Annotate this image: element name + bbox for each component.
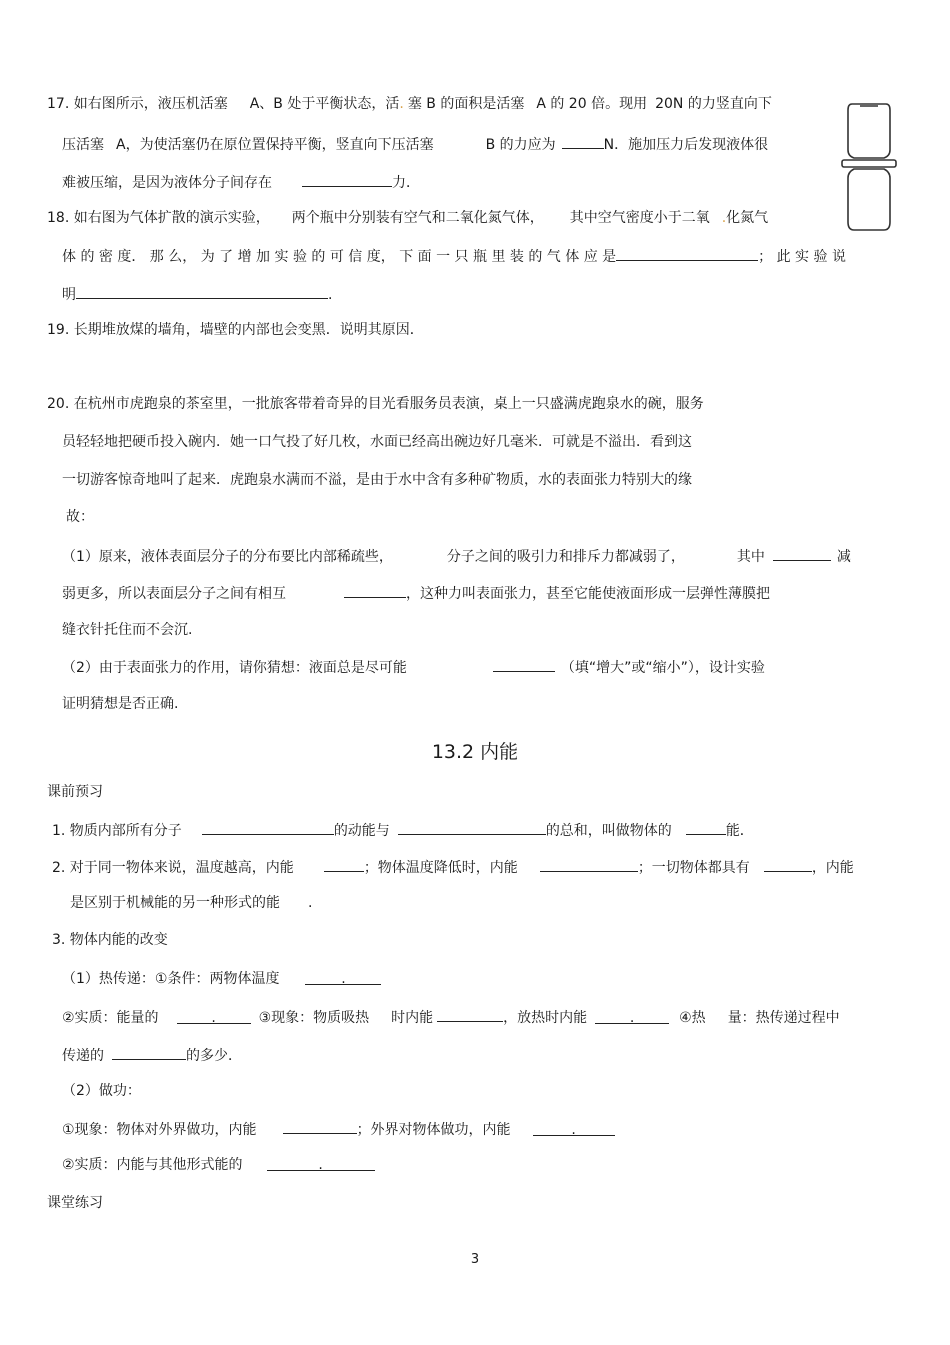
q20-line-1: 20. 在杭州市虎跑泉的茶室里，一批旅客带着奇异的目光看服务员表演，桌上一只盛满虎跑泉水的碗，服务 — [47, 396, 704, 412]
pre2-answer-blank-all-objects[interactable] — [764, 856, 812, 872]
q18-line-3: 明 . — [62, 283, 332, 305]
pre-item-1: 1. 物质内部所有分子 的动能与 的总和，叫做物体的 能． — [52, 819, 754, 841]
practice-heading: 课堂练习 — [47, 1195, 103, 1211]
q20-line-2: 员轻轻地把硬币投入碗内．她一口气投了好几枚，水面已经高出碗边好几毫米．可就是不溢出．看到这 — [62, 434, 692, 450]
q17-line-2: 压活塞 A，为使活塞仍在原位置保持平衡，竖直向下压活塞 B 的力应为 N．施加压力后发现液体很 — [62, 133, 768, 155]
pre-heat-transfer-2: ②实质：能量的 . ③现象：物质吸热 时内能 ，放热时内能 . ④热 量：热传递过程中 — [62, 1006, 840, 1028]
q17-line-3: 难被压缩，是因为液体分子间存在 力． — [62, 171, 420, 193]
pre-heat-transfer-1: （1）热传递：①条件：两物体温度 . — [62, 969, 381, 989]
pre3-answer-blank-temperature[interactable]: . — [305, 969, 381, 985]
preview-heading: 课前预习 — [47, 784, 103, 800]
q18-line-1: 18. 如右图为气体扩散的演示实验， 两个瓶中分别装有空气和二氧化氮气体， 其中空气密度小于二氧 .化氮气 — [47, 210, 769, 226]
q17-line-1: 17. 如右图所示，液压机活塞 A、B 处于平衡状态，活. 塞 B 的面积是活塞 A 的 20 倍。现用 20N 的力竖直向下 — [47, 96, 772, 112]
pre-item-2-cont: 是区别于机械能的另一种形式的能 . — [70, 895, 313, 911]
pre1-answer-blank-energy[interactable] — [686, 819, 726, 835]
q17-answer-blank-molecular-force[interactable] — [302, 171, 392, 187]
section-title: 13.2 内能 — [431, 741, 519, 763]
pre3-answer-blank-absorb[interactable] — [437, 1006, 503, 1022]
pre-item-2: 2. 对于同一物体来说，温度越高，内能 ；物体温度降低时，内能 ；一切物体都具有 ，内能 — [52, 856, 854, 878]
pre3-answer-blank-work-in[interactable]: . — [533, 1120, 615, 1136]
q20-part1-line-3: 缝衣针托住而不会沉. — [62, 622, 193, 638]
pre3-answer-blank-release[interactable]: . — [595, 1008, 669, 1024]
page-number: 3 — [470, 1252, 480, 1267]
q20-part2-line-2: 证明猜想是否正确. — [62, 696, 179, 712]
pre2-answer-blank-higher[interactable] — [324, 856, 364, 872]
gas-diffusion-bottles-figure — [838, 100, 900, 234]
q20-part2-line-1: （2）由于表面张力的作用，请你猜想：液面总是尽可能 （填“增大”或“缩小”），设计实验 — [62, 656, 765, 678]
pre2-answer-blank-lower[interactable] — [540, 856, 638, 872]
q19-line-1: 19. 长期堆放煤的墙角，墙壁的内部也会变黑．说明其原因． — [47, 322, 424, 338]
pre1-answer-blank-potential[interactable] — [398, 819, 546, 835]
pre3-answer-blank-conversion[interactable]: . — [267, 1155, 375, 1171]
q20-answer-blank-mutual-force[interactable] — [344, 582, 406, 598]
pre3-answer-blank-work-out[interactable] — [283, 1118, 357, 1134]
pre3-answer-blank-heat[interactable] — [112, 1044, 186, 1060]
q20-line-3: 一切游客惊奇地叫了起来．虎跑泉水满而不溢，是由于水中含有多种矿物质，水的表面张力特别大的缘 — [62, 472, 692, 488]
q20-answer-blank-guess[interactable] — [493, 656, 555, 672]
q20-line-4: 故： — [66, 509, 94, 525]
pre-item-3: 3. 物体内能的改变 — [52, 932, 168, 948]
pre1-answer-blank-molecules[interactable] — [202, 819, 334, 835]
pre-heat-transfer-3: 传递的 的多少． — [62, 1044, 242, 1066]
pre3-answer-blank-energy-transfer[interactable]: . — [177, 1008, 251, 1024]
q18-answer-blank-gas[interactable] — [616, 245, 758, 261]
pre-work-1: ①现象：物体对外界做功，内能 ；外界对物体做功，内能 . — [62, 1118, 615, 1140]
q20-part1-line-2: 弱更多，所以表面层分子之间有相互 ，这种力叫表面张力，甚至它能使液面形成一层弹性薄膜把 — [62, 582, 770, 604]
q20-part1-line-1: （1）原来，液体表面层分子的分布要比内部稀疏些， 分子之间的吸引力和排斥力都减弱了， 其中 减 — [62, 545, 851, 567]
q18-answer-blank-conclusion[interactable] — [76, 283, 328, 299]
pre-work-2: ②实质：内能与其他形式能的 . — [62, 1155, 375, 1175]
pre-work-heading: （2）做功： — [62, 1083, 141, 1099]
q18-line-2: 体 的 密 度． 那 么， 为 了 增 加 实 验 的 可 信 度， 下 面 一 只 瓶 里 装 的 气 体 应 是 ； 此 实 验 说 — [62, 245, 846, 267]
q17-answer-blank-force[interactable] — [562, 133, 604, 149]
q20-answer-blank-weaker-force[interactable] — [773, 545, 831, 561]
